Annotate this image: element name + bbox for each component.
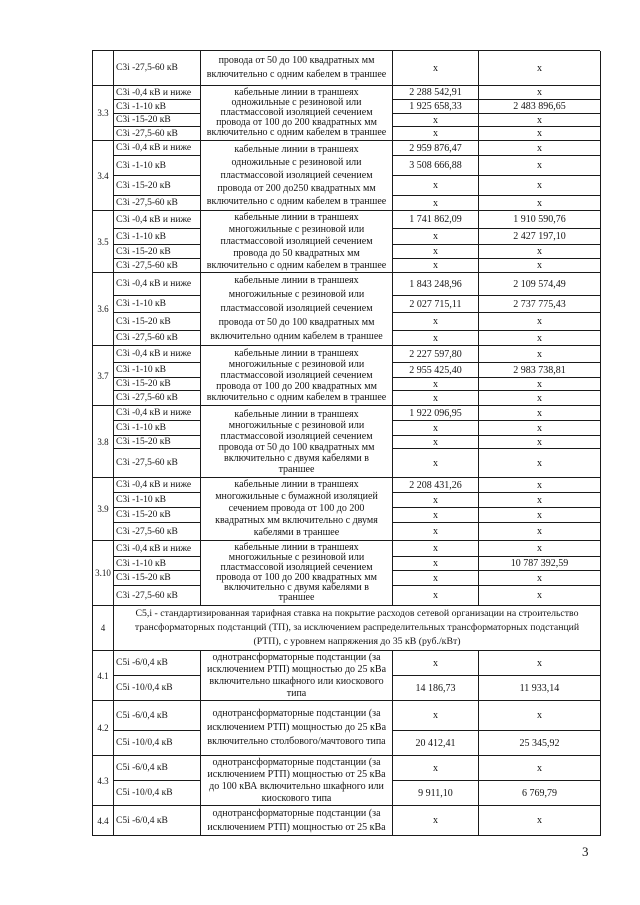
voltage-class: С5i -10/0,4 кВ — [114, 676, 201, 701]
description-line: траншее — [278, 463, 315, 475]
voltage-class: С3i -27,5-60 кВ — [114, 51, 201, 86]
section-header-line: трансформаторных подстанций (ТП), за исключением распределительных трансформаторных подстанций — [134, 622, 580, 633]
tariff-value-1: x — [393, 701, 479, 731]
tariff-value-1: x — [393, 176, 479, 196]
voltage-class: С5i -10/0,4 кВ — [114, 781, 201, 806]
tariff-value-2: x — [479, 86, 601, 100]
voltage-class: С3i -27,5-60 кВ — [114, 127, 201, 141]
description-line: однотрансформаторные подстанции (за — [212, 651, 381, 663]
description-line: однотрансформаторные подстанции (за — [212, 807, 381, 819]
voltage-class: С3i -1-10 кВ — [114, 493, 201, 508]
row-number: 4.3 — [93, 756, 114, 806]
description-line: включительно столбового/мачтового типа — [207, 736, 386, 747]
description-line: траншее — [278, 592, 315, 603]
description-line: кабельные линии в траншеях — [234, 144, 359, 155]
description-line: включительно с двумя кабелями в — [224, 452, 369, 464]
page-number: 3 — [582, 844, 589, 859]
table-row-group — [93, 141, 600, 211]
tariff-value-2: 2 483 896,65 — [479, 100, 601, 114]
description-line: провода от 100 до 200 квадратных мм — [216, 117, 377, 128]
voltage-class: С3i -27,5-60 кВ — [114, 391, 201, 406]
row-description — [201, 478, 393, 541]
tariff-value-2: x — [479, 259, 601, 273]
voltage-class: С3i -1-10 кВ — [114, 557, 201, 571]
tariff-value-2: x — [479, 156, 601, 176]
tariff-value-1: x — [393, 541, 479, 557]
tariff-value-2: x — [479, 51, 601, 86]
tariff-value-2: x — [479, 436, 601, 449]
row-description — [201, 346, 393, 406]
description-line: однотрансформаторные подстанции (за — [212, 708, 381, 719]
description-line: исключением РТП) мощностью до 25 кВа — [206, 722, 387, 733]
table-row-group — [93, 51, 600, 86]
description-line: провода от 50 до 100 квадратных мм — [218, 441, 375, 453]
voltage-class: С3i -15-20 кВ — [114, 436, 201, 449]
table-row-group — [93, 806, 600, 836]
tariff-value-2: x — [479, 493, 601, 508]
tariff-value-1: x — [393, 229, 479, 245]
row-number: 4 — [93, 606, 114, 651]
description-line: включительно шкафного или киоскового — [209, 675, 384, 687]
voltage-class: С3i -15-20 кВ — [114, 245, 201, 259]
row-number: 3.7 — [93, 346, 114, 406]
description-line: включительно с одним кабелем в траншее — [206, 392, 387, 403]
tariff-value-1: x — [393, 259, 479, 273]
row-number: 4.1 — [93, 651, 114, 701]
tariff-value-1: x — [393, 651, 479, 676]
tariff-value-1: 14 186,73 — [393, 676, 479, 701]
tariff-value-1: x — [393, 493, 479, 508]
tariff-value-2: 2 737 775,43 — [479, 296, 601, 313]
voltage-class: С3i -15-20 кВ — [114, 176, 201, 196]
description-line: включительно одним кабелем в траншее — [210, 331, 383, 342]
voltage-class: С3i -15-20 кВ — [114, 571, 201, 586]
tariff-value-2: x — [479, 114, 601, 127]
tariff-value-2: 2 427 197,10 — [479, 229, 601, 245]
row-description — [201, 51, 393, 86]
voltage-class: С3i -0,4 кВ и ниже — [114, 346, 201, 363]
voltage-class: С5i -10/0,4 кВ — [114, 731, 201, 756]
description-line: включительно с одним кабелем в траншее — [206, 127, 387, 138]
voltage-class: С3i -1-10 кВ — [114, 100, 201, 114]
description-line: киоскового типа — [261, 792, 332, 804]
description-line: исключением РТП) мощностью от 25 кВа — [207, 821, 386, 833]
section-header-line: С5,i - стандартизированная тарифная ставка на покрытие расходов сетевой организации на строительство — [135, 608, 579, 619]
row-description — [201, 141, 393, 211]
tariff-value-1: x — [393, 508, 479, 523]
row-number — [93, 51, 114, 86]
voltage-class: С3i -27,5-60 кВ — [114, 523, 201, 541]
description-line: кабельные линии в траншеях — [234, 275, 359, 286]
tariff-value-1: x — [393, 571, 479, 586]
section-header — [114, 606, 601, 651]
tariff-value-2: 2 109 574,49 — [479, 273, 601, 296]
voltage-class: С3i -27,5-60 кВ — [114, 586, 201, 606]
tariff-value-2: 11 933,14 — [479, 676, 601, 701]
description-line: включительно с одним кабелем в траншее — [206, 259, 387, 271]
voltage-class: С3i -27,5-60 кВ — [114, 331, 201, 346]
tariff-value-1: 2 955 425,40 — [393, 363, 479, 378]
row-number: 3.9 — [93, 478, 114, 541]
tariff-value-2: x — [479, 571, 601, 586]
tariff-value-2: x — [479, 406, 601, 421]
tariff-value-1: x — [393, 557, 479, 571]
description-line: провода от 100 до 200 квадратных мм — [216, 572, 377, 583]
description-line: кабелями в траншее — [253, 527, 340, 538]
description-line: многожильные с резиновой или — [228, 289, 365, 300]
description-line: однотрансформаторные подстанции (за — [212, 756, 381, 768]
table-row-group — [93, 273, 600, 346]
voltage-class: С3i -0,4 кВ и ниже — [114, 273, 201, 296]
row-description — [201, 806, 393, 836]
voltage-class: С3i -27,5-60 кВ — [114, 449, 201, 478]
tariff-value-2: x — [479, 176, 601, 196]
description-line: квадратных мм включительно с двумя — [215, 515, 378, 526]
description-line: типа — [286, 687, 307, 699]
tariff-value-2: 2 983 738,81 — [479, 363, 601, 378]
description-line: пластмассовой изоляцией сечением — [220, 562, 373, 573]
tariff-value-2: x — [479, 141, 601, 156]
description-line: пластмассовой изоляцией сечением — [220, 107, 373, 118]
table-row-group — [93, 541, 600, 606]
tariff-value-1: 1 925 658,33 — [393, 100, 479, 114]
tariff-table — [92, 50, 600, 836]
tariff-value-2: x — [479, 245, 601, 259]
tariff-value-2: x — [479, 523, 601, 541]
table-row-group — [93, 701, 600, 756]
tariff-value-1: x — [393, 586, 479, 606]
tariff-value-1: 2 227 597,80 — [393, 346, 479, 363]
description-line: кабельные линии в траншеях — [234, 479, 359, 490]
voltage-class: С3i -27,5-60 кВ — [114, 259, 201, 273]
description-line: провода от 100 до 200 квадратных мм — [216, 381, 377, 392]
tariff-value-1: 2 208 431,26 — [393, 478, 479, 493]
tariff-value-2: x — [479, 651, 601, 676]
tariff-value-1: 2 027 715,11 — [393, 296, 479, 313]
description-line: исключением РТП) мощностью до 25 кВа — [206, 663, 387, 675]
voltage-class: С3i -1-10 кВ — [114, 156, 201, 176]
row-number: 3.3 — [93, 86, 114, 141]
tariff-value-1: 2 288 542,91 — [393, 86, 479, 100]
row-number: 3.8 — [93, 406, 114, 478]
description-line: провода от 50 до 100 квадратных мм — [218, 55, 375, 66]
tariff-value-2: x — [479, 701, 601, 731]
tariff-value-1: 1 741 862,09 — [393, 211, 479, 229]
tariff-value-2: x — [479, 313, 601, 331]
description-line: кабельные линии в траншеях — [234, 87, 359, 98]
row-description — [201, 651, 393, 701]
description-line: многожильные с резиновой или — [228, 552, 365, 563]
tariff-value-1: 3 508 666,88 — [393, 156, 479, 176]
description-line: включительно с двумя кабелями в — [224, 582, 369, 593]
tariff-value-1: x — [393, 436, 479, 449]
tariff-value-2: x — [479, 586, 601, 606]
tariff-value-2: 10 787 392,59 — [479, 557, 601, 571]
tariff-value-1: x — [393, 378, 479, 391]
voltage-class: С5i -6/0,4 кВ — [114, 701, 201, 731]
description-line: многожильные с бумажной изоляцией — [215, 491, 378, 502]
tariff-value-2: 25 345,92 — [479, 731, 601, 756]
description-line: пластмассовой изоляцией сечением — [220, 370, 373, 381]
voltage-class: С5i -6/0,4 кВ — [114, 806, 201, 836]
table-row-group — [93, 651, 600, 701]
voltage-class: С3i -1-10 кВ — [114, 229, 201, 245]
description-line: кабельные линии в траншеях — [234, 542, 359, 553]
description-line: провода от 50 до 100 квадратных мм — [218, 317, 375, 328]
tariff-value-2: 1 910 590,76 — [479, 211, 601, 229]
table-row-group — [93, 478, 600, 541]
tariff-value-1: x — [393, 449, 479, 478]
tariff-value-2: x — [479, 508, 601, 523]
row-number: 4.4 — [93, 806, 114, 836]
tariff-value-1: x — [393, 245, 479, 259]
tariff-value-2: x — [479, 756, 601, 781]
tariff-value-2: x — [479, 806, 601, 836]
section-header-row — [93, 606, 600, 651]
voltage-class: С3i -0,4 кВ и ниже — [114, 541, 201, 557]
section-header-line: (РТП), с уровнем напряжения до 35 кВ (руб./кВт) — [253, 636, 461, 647]
tariff-value-2: x — [479, 478, 601, 493]
row-description — [201, 273, 393, 346]
tariff-value-2: x — [479, 378, 601, 391]
voltage-class: С3i -1-10 кВ — [114, 363, 201, 378]
tariff-value-1: x — [393, 331, 479, 346]
description-line: кабельные линии в траншеях — [234, 211, 359, 223]
tariff-value-1: 1 843 248,96 — [393, 273, 479, 296]
table-row-group — [93, 211, 600, 273]
table-row-group — [93, 346, 600, 406]
description-line: многожильные с резиновой или — [228, 223, 365, 235]
table-row-group — [93, 756, 600, 806]
description-line: пластмассовой изоляцией сечением — [220, 430, 373, 442]
tariff-value-1: x — [393, 806, 479, 836]
tariff-value-1: 9 911,10 — [393, 781, 479, 806]
description-line: многожильные с резиновой или — [228, 359, 365, 370]
voltage-class: С5i -6/0,4 кВ — [114, 651, 201, 676]
description-line: провода до 50 квадратных мм — [233, 247, 360, 259]
tariff-value-2: x — [479, 196, 601, 211]
tariff-value-2: 6 769,79 — [479, 781, 601, 806]
description-line: включительно с одним кабелем в траншее — [206, 69, 387, 80]
tariff-value-1: x — [393, 127, 479, 141]
table-row-group — [93, 406, 600, 478]
tariff-value-1: x — [393, 756, 479, 781]
voltage-class: С3i -15-20 кВ — [114, 378, 201, 391]
tariff-value-1: x — [393, 51, 479, 86]
tariff-value-2: x — [479, 346, 601, 363]
row-description — [201, 756, 393, 806]
row-description — [201, 406, 393, 478]
voltage-class: С3i -15-20 кВ — [114, 114, 201, 127]
description-line: пластмассовой изоляцией сечением — [220, 235, 373, 247]
description-line: кабельные линии в траншеях — [234, 408, 359, 420]
tariff-value-1: x — [393, 421, 479, 436]
voltage-class: С3i -0,4 кВ и ниже — [114, 406, 201, 421]
row-number: 3.6 — [93, 273, 114, 346]
tariff-value-2: x — [479, 391, 601, 406]
description-line: сечением провода от 100 до 200 — [228, 503, 365, 514]
description-line: многожильные с резиновой или — [228, 419, 365, 431]
description-line: одножильные с резиновой или — [231, 157, 362, 168]
description-line: исключением РТП) мощностью от 25 кВа — [207, 768, 386, 780]
row-description — [201, 86, 393, 141]
tariff-value-1: x — [393, 114, 479, 127]
voltage-class: С5i -6/0,4 кВ — [114, 756, 201, 781]
voltage-class: С3i -1-10 кВ — [114, 421, 201, 436]
row-number: 4.2 — [93, 701, 114, 756]
voltage-class: С3i -0,4 кВ и ниже — [114, 478, 201, 493]
voltage-class: С3i -15-20 кВ — [114, 508, 201, 523]
description-line: провода от 200 до250 квадратных мм — [217, 183, 376, 194]
tariff-value-1: x — [393, 391, 479, 406]
tariff-value-1: x — [393, 196, 479, 211]
tariff-value-1: x — [393, 523, 479, 541]
row-number: 3.10 — [93, 541, 114, 606]
tariff-value-2: x — [479, 331, 601, 346]
row-description — [201, 211, 393, 273]
tariff-value-2: x — [479, 127, 601, 141]
voltage-class: С3i -0,4 кВ и ниже — [114, 86, 201, 100]
row-number: 3.5 — [93, 211, 114, 273]
tariff-value-1: 1 922 096,95 — [393, 406, 479, 421]
voltage-class: С3i -1-10 кВ — [114, 296, 201, 313]
row-description — [201, 701, 393, 756]
description-line: пластмассовой изоляцией сечением — [220, 303, 373, 314]
description-line: включительно с одним кабелем в траншее — [206, 196, 387, 207]
voltage-class: С3i -0,4 кВ и ниже — [114, 211, 201, 229]
voltage-class: С3i -0,4 кВ и ниже — [114, 141, 201, 156]
tariff-value-1: x — [393, 313, 479, 331]
description-line: пластмассовой изоляцией сечением — [220, 170, 373, 181]
tariff-value-1: 20 412,41 — [393, 731, 479, 756]
description-line: одножильные с резиновой или — [231, 97, 362, 108]
description-line: кабельные линии в траншеях — [234, 348, 359, 359]
tariff-value-2: x — [479, 421, 601, 436]
voltage-class: С3i -15-20 кВ — [114, 313, 201, 331]
tariff-value-1: 2 959 876,47 — [393, 141, 479, 156]
row-description — [201, 541, 393, 606]
row-number: 3.4 — [93, 141, 114, 211]
table-row-group — [93, 86, 600, 141]
description-line: до 100 кВА включительно шкафного или — [209, 780, 384, 792]
tariff-value-2: x — [479, 541, 601, 557]
tariff-value-2: x — [479, 449, 601, 478]
voltage-class: С3i -27,5-60 кВ — [114, 196, 201, 211]
